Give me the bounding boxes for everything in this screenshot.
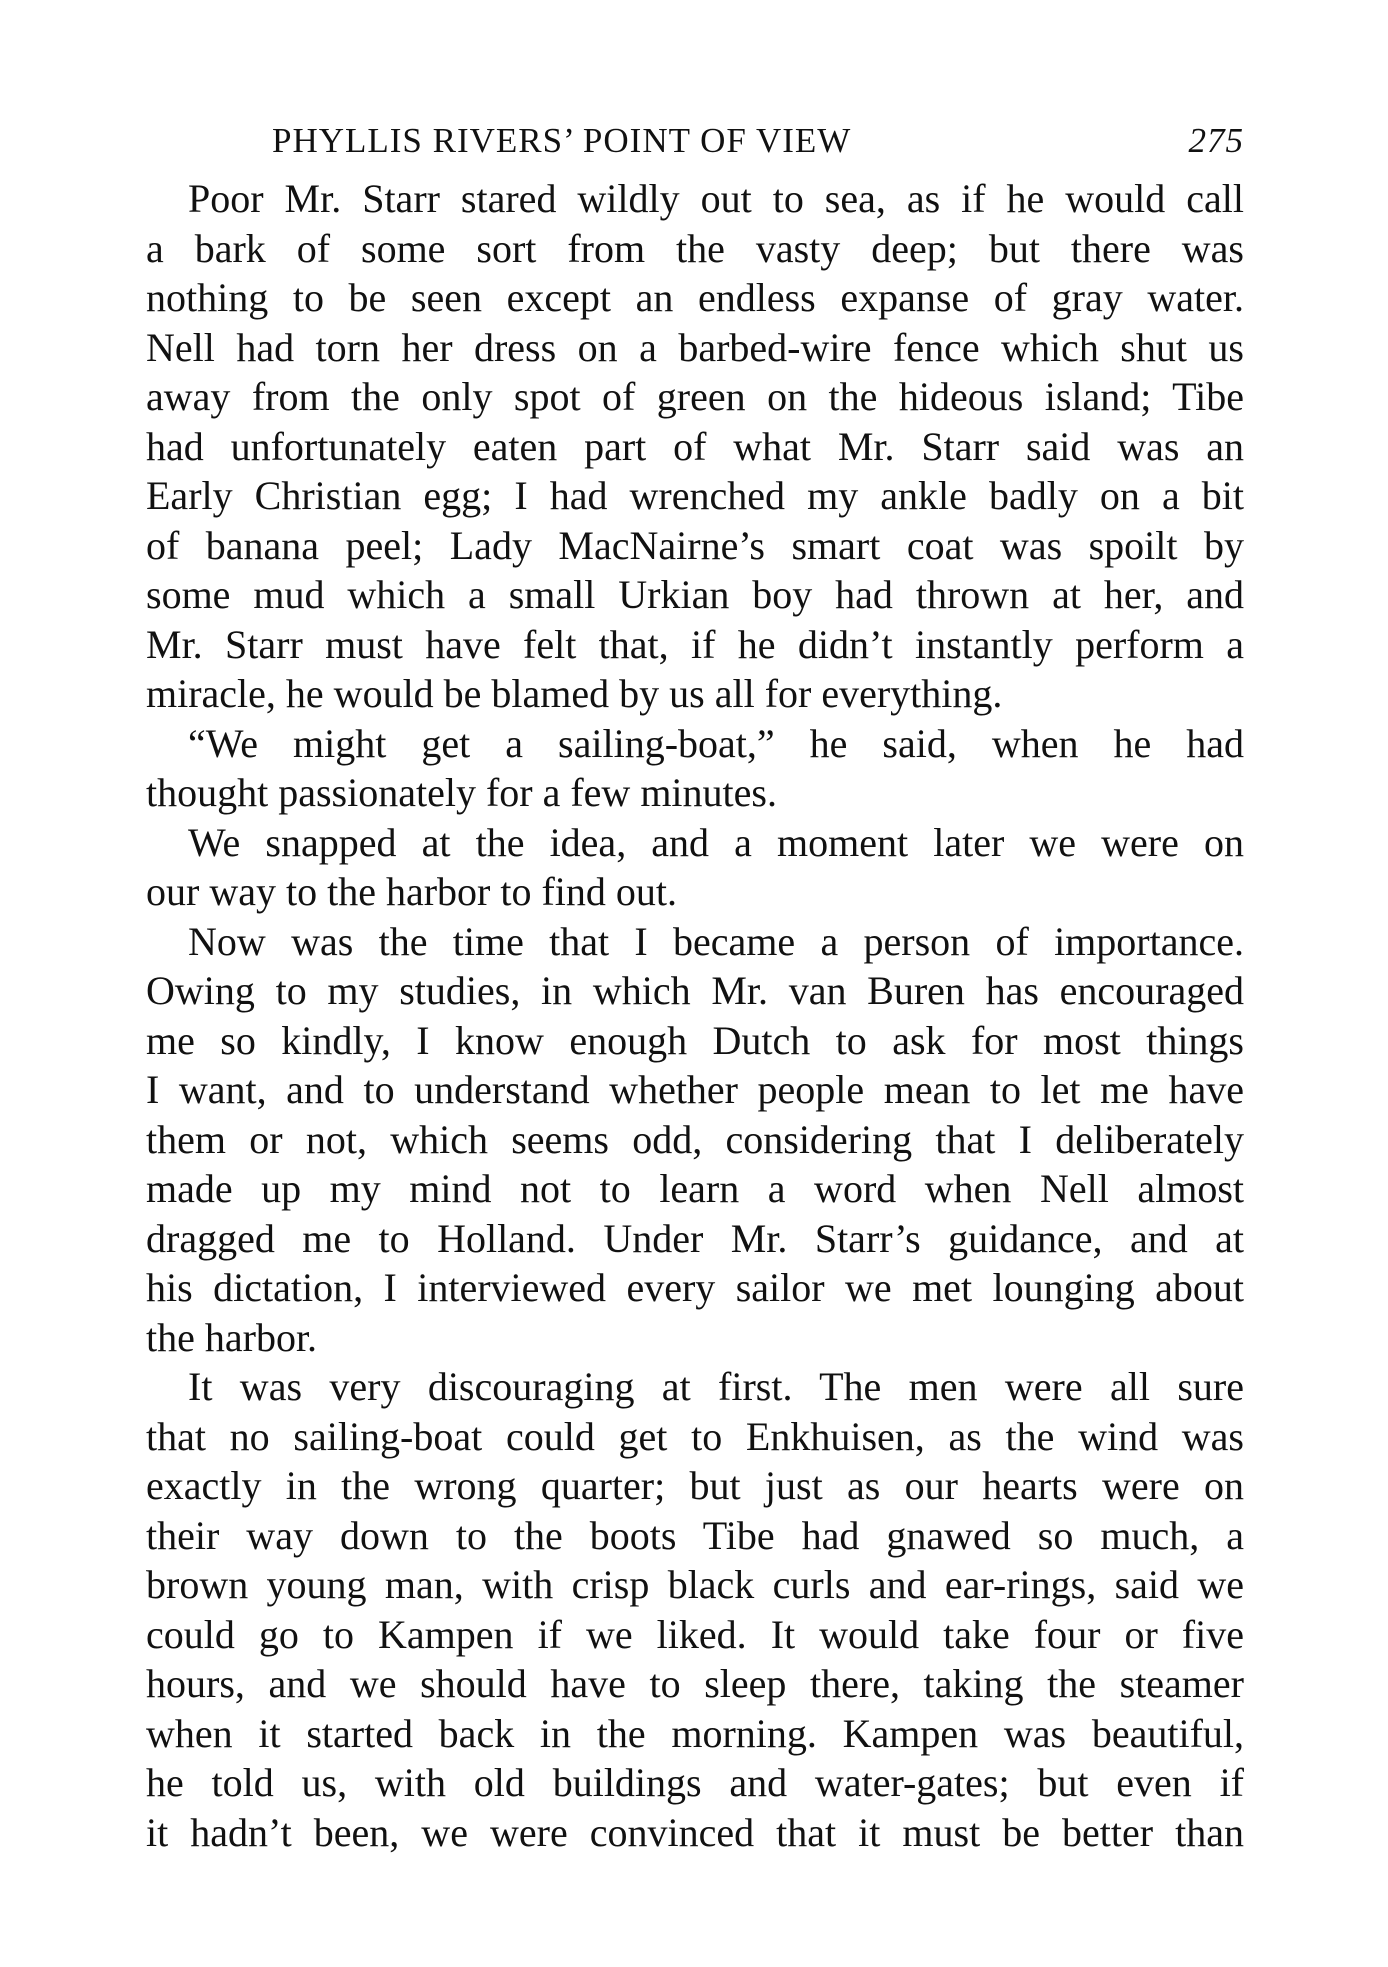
text-line: brown young man, with crisp black curls and ear-rings, said we [146, 1562, 1244, 1607]
text-line: We snapped at the idea, and a moment later we were on [188, 819, 1244, 865]
text-line: hours, and we should have to sleep there, taking the steamer [146, 1661, 1244, 1706]
text-line: Owing to my studies, in which Mr. van Buren has encouraged [146, 968, 1244, 1013]
text-line: Early Christian egg; I had wrenched my ankle badly on a bit [146, 473, 1244, 518]
text-line: that no sailing-boat could get to Enkhuisen, as the wind was [146, 1413, 1244, 1459]
text-line: me so kindly, I know enough Dutch to ask for most things [146, 1017, 1244, 1063]
running-head [272, 116, 1244, 166]
running-title: PHYLLIS RIVERS’ POINT OF VIEW [272, 121, 852, 160]
text-line: Mr. Starr must have felt that, if he didn’t instantly perform a [146, 621, 1244, 667]
text-line: nothing to be seen except an endless expanse of gray water. [146, 275, 1244, 320]
text-line: thought passionately for a few minutes. [146, 770, 777, 815]
text-line: away from the only spot of green on the hideous island; Tibe [146, 374, 1244, 419]
text-line: our way to the harbor to find out. [146, 869, 677, 914]
text-line: of banana peel; Lady MacNairne’s smart coat was spoilt by [146, 522, 1244, 568]
text-line: I want, and to understand whether people mean to let me have [146, 1067, 1244, 1112]
text-line: miracle, he would be blamed by us all for everything. [146, 671, 1003, 716]
text-line: when it started back in the morning. Kampen was beautiful, [146, 1710, 1244, 1756]
text-line: his dictation, I interviewed every sailor we met lounging about [146, 1265, 1244, 1310]
text-line: It was very discouraging at first. The men were all sure [188, 1364, 1244, 1409]
text-line: their way down to the boots Tibe had gnawed so much, a [146, 1512, 1244, 1558]
text-line: made up my mind not to learn a word when Nell almost [146, 1166, 1244, 1211]
text-line: Now was the time that I became a person of importance. [188, 918, 1244, 964]
text-line: had unfortunately eaten part of what Mr. Starr said was an [146, 423, 1244, 469]
page-number: 275 [1188, 121, 1244, 160]
text-line: them or not, which seems odd, considering that I deliberately [146, 1116, 1244, 1162]
text-line: some mud which a small Urkian boy had thrown at her, and [146, 572, 1244, 617]
text-line: Poor Mr. Starr stared wildly out to sea, as if he would call [188, 176, 1244, 221]
text-line: “We might get a sailing-boat,” he said, when he had [188, 720, 1244, 766]
text-line: a bark of some sort from the vasty deep; but there was [146, 225, 1244, 271]
text-line: he told us, with old buildings and water-gates; but even if [146, 1760, 1244, 1805]
text-line: could go to Kampen if we liked. It would take four or five [146, 1611, 1244, 1657]
text-line: dragged me to Holland. Under Mr. Starr’s guidance, and at [146, 1215, 1244, 1261]
text-line: it hadn’t been, we were convinced that it must be better than [146, 1809, 1244, 1855]
text-line: exactly in the wrong quarter; but just as our hearts were on [146, 1463, 1244, 1508]
text-line: the harbor. [146, 1314, 318, 1360]
body-text [146, 174, 1244, 1857]
text-line: Nell had torn her dress on a barbed-wire fence which shut us [146, 324, 1244, 370]
